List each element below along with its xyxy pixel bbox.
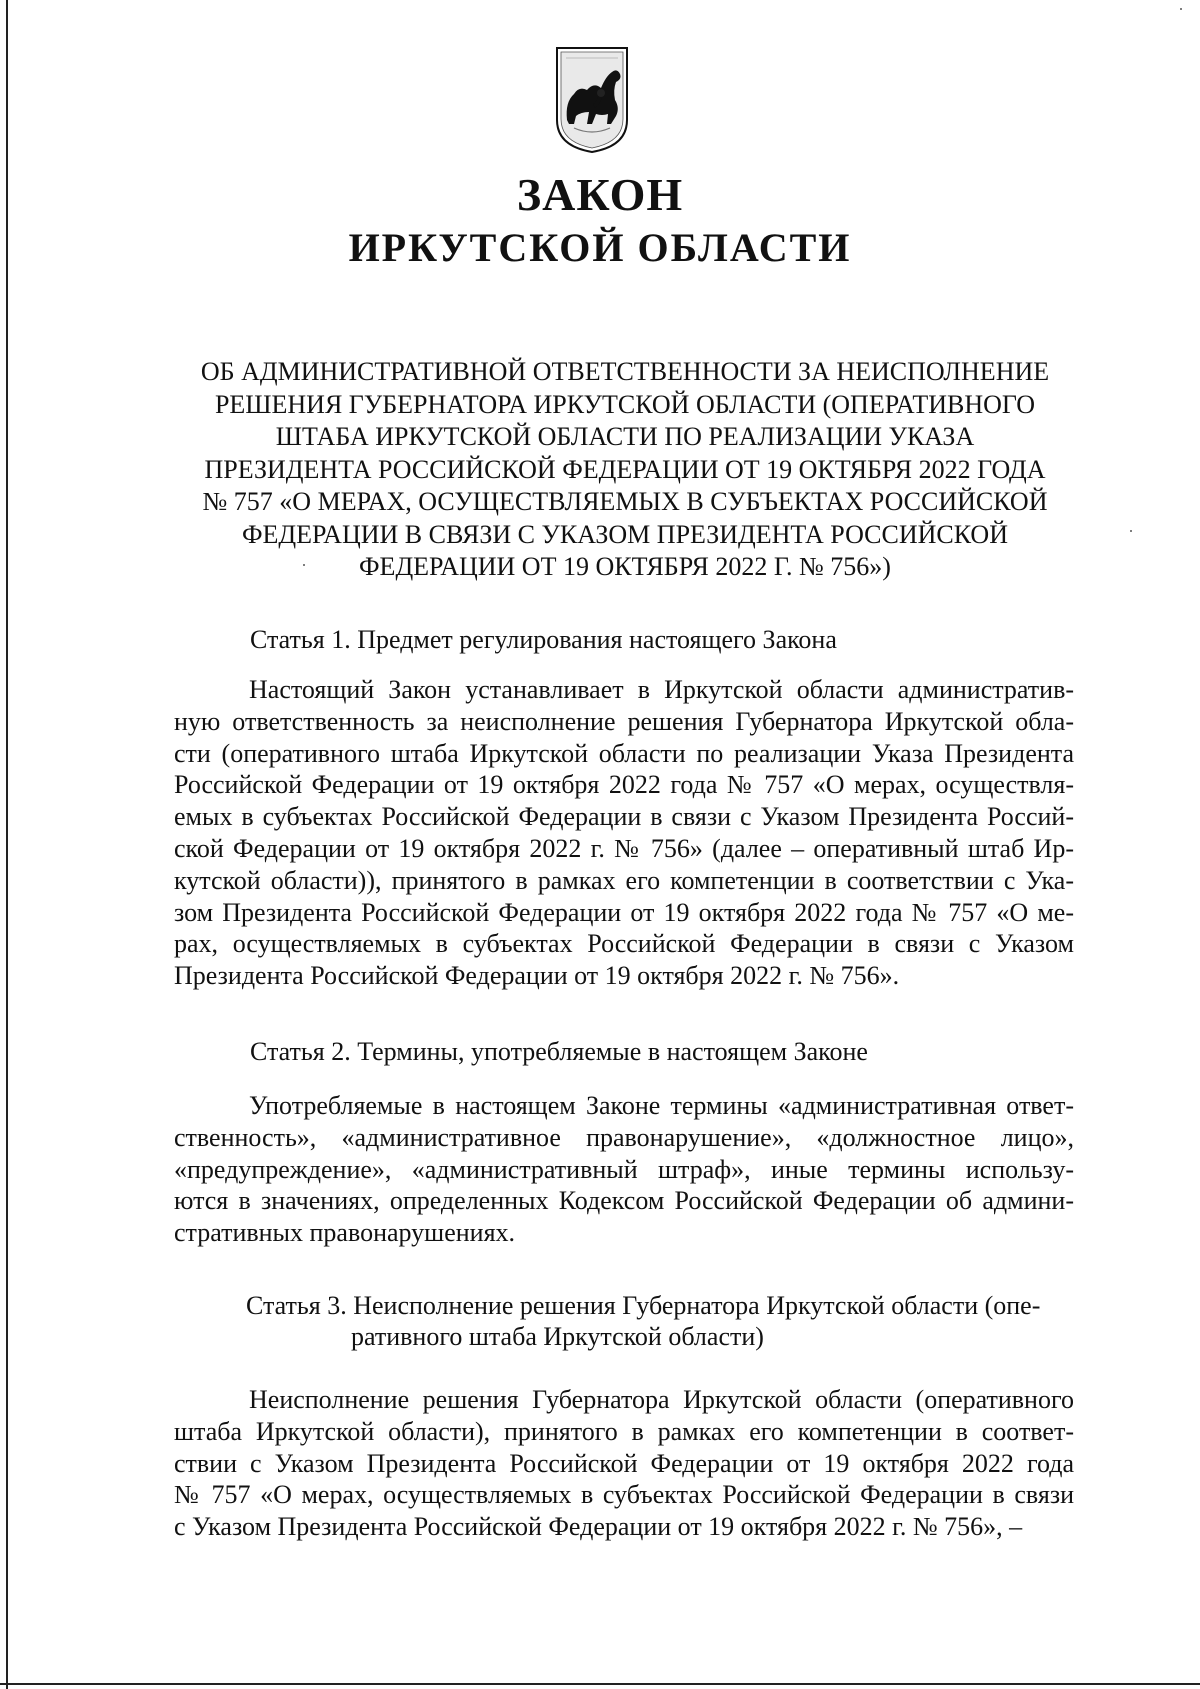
article-1-title: Статья 1. Предмет регулирования настоящего Закона <box>250 625 837 654</box>
law-heading-line: ШТАБА ИРКУТСКОЙ ОБЛАСТИ ПО РЕАЛИЗАЦИИ УКАЗА <box>275 422 975 451</box>
law-heading-line: ПРЕЗИДЕНТА РОССИЙСКОЙ ФЕДЕРАЦИИ ОТ 19 ОКТЯБРЯ 2022 ГОДА <box>204 454 1046 484</box>
page-scan-edge-bottom <box>0 1683 1200 1685</box>
article-1-body: Настоящий Закон устанавливает в Иркутской области административ- ную ответственность за неисполнение решения Губернатора Иркутской обла- сти (оперативного штаба Иркутской области по реализации Указа Президента Российской Федерации от 19 октября 2022 года № 757 «О мерах, осуществля- емых в субъектах Российской Федерации в связи с Указом Президента Россий- ской Федерации от 19 октября 2022 г. № 756» (далее – оперативный штаб Ир- кутской области)), принятого в рамках его компетенции в соответствии с Ука- зом Президента Российской Федерации от 19 октября 2022 года № 757 «О ме- рах, осуществляемых в субъектах Российской Федерации в связи с Указом Президента Российской Федерации от 19 октября 2022 г. № 756». <box>174 675 1074 991</box>
law-heading-line: ФЕДЕРАЦИИ ОТ 19 ОКТЯБРЯ 2022 Г. № 756») <box>359 552 891 581</box>
coat-of-arms-icon <box>554 46 630 154</box>
law-region-title: ИРКУТСКОЙ ОБЛАСТИ <box>348 225 852 270</box>
article-2-body: Употребляемые в настоящем Законе термины «административная ответ- ственность», «административное правонарушение», «должностное лицо», «предупреждение», «административный штраф», иные термины использу- ются в значениях, определенных Кодексом Российской Федерации об админи- стративных правонарушениях. <box>174 1091 1074 1248</box>
scan-speck <box>1130 530 1132 532</box>
article-2-title: Статья 2. Термины, употребляемые в настоящем Законе <box>250 1037 868 1066</box>
article-3-title: Статья 3. Неисполнение решения Губернатора Иркутской области (опе- ративного штаба Иркутской области) <box>246 1291 1041 1351</box>
law-heading-line: РЕШЕНИЯ ГУБЕРНАТОРА ИРКУТСКОЙ ОБЛАСТИ (ОПЕРАТИВНОГО <box>214 389 1036 419</box>
scan-speck <box>303 564 305 566</box>
scan-speck <box>1180 8 1182 10</box>
law-heading-line: № 757 «О МЕРАХ, ОСУЩЕСТВЛЯЕМЫХ В СУБЪЕКТАХ РОССИЙСКОЙ <box>202 487 1048 516</box>
law-heading-line: ОБ АДМИНИСТРАТИВНОЙ ОТВЕТСТВЕННОСТИ ЗА НЕИСПОЛНЕНИЕ <box>200 357 1050 386</box>
law-title: ЗАКОН <box>516 169 684 220</box>
law-heading <box>170 356 1080 584</box>
law-heading-line: ФЕДЕРАЦИИ В СВЯЗИ С УКАЗОМ ПРЕЗИДЕНТА РОССИЙСКОЙ <box>242 519 1008 549</box>
article-3-body: Неисполнение решения Губернатора Иркутской области (оперативного штаба Иркутской области), принятого в рамках его компетенции в соответ- ствии с Указом Президента Российской Федерации от 19 октября 2022 года № 757 «О мерах, осуществляемых в субъектах Российской Федерации в связи с Указом Президента Российской Федерации от 19 октября 2022 г. № 756», – <box>174 1385 1074 1542</box>
